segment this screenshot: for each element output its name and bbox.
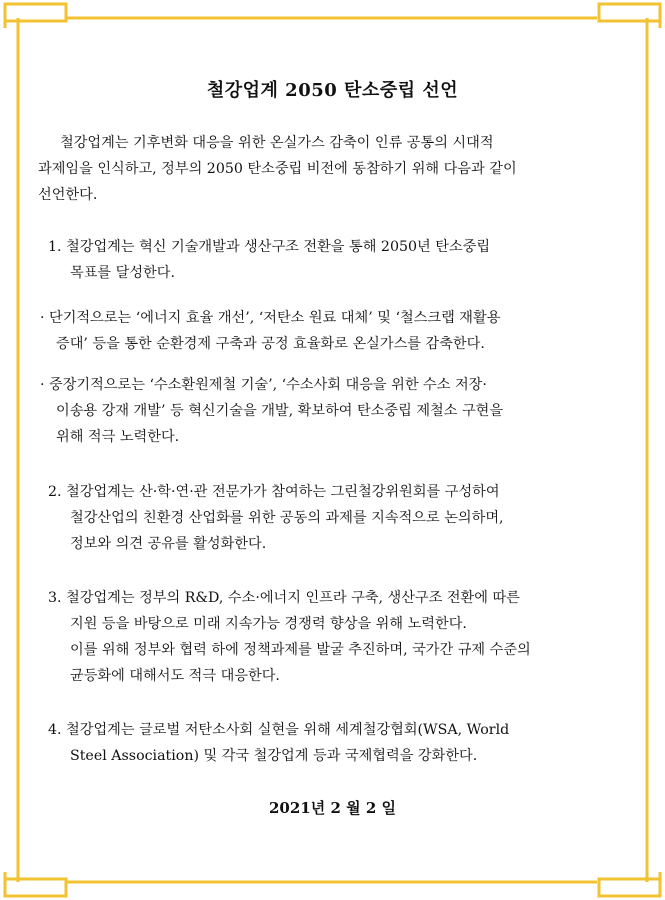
declaration-item-4	[48, 717, 633, 769]
item-line: Steel Association) 및 각국 철강업계 등과 국제협력을 강화한다.	[70, 748, 478, 764]
item-line: 2. 철강업계는 산·학·연·관 전문가가 참여하는 그린철강위원회를 구성하여	[48, 484, 500, 500]
item-line: 균등화에 대해서도 적극 대응한다.	[70, 668, 280, 684]
declaration-item-1	[48, 234, 633, 286]
declaration-item-2	[48, 479, 633, 557]
bullet-line: 이송용 강재 개발’ 등 혁신기술을 개발, 확보하여 탄소중립 제철소 구현을	[56, 403, 504, 419]
item-line: 이를 위해 정부와 협력 하에 정책과제를 발굴 추진하며, 국가간 규제 수준의	[70, 642, 531, 658]
item-line: 철강산업의 친환경 산업화를 위한 공동의 과제를 지속적으로 논의하며,	[70, 510, 504, 526]
intro-line: 선언한다.	[38, 187, 98, 203]
declaration-date: 2021년 2 월 2 일	[269, 799, 396, 817]
document-title: 철강업계 2050 탄소중립 선언	[206, 80, 459, 101]
intro-line: 과제임을 인식하고, 정부의 2050 탄소중립 비전에 동참하기 위해 다음과 같이	[38, 161, 517, 177]
item-line: 정보와 의견 공유를 활성화한다.	[70, 536, 267, 552]
item-1-bullet-long-term	[40, 372, 635, 450]
intro-paragraph	[38, 130, 628, 208]
bullet-line: · 중장기적으로는 ‘수소환원제철 기술’, ‘수소사회 대응을 위한 수소 저장·	[40, 377, 487, 393]
bullet-line: · 단기적으로는 ‘에너지 효율 개선’, ‘저탄소 원료 대체’ 및 ‘철스크랩 재활용	[40, 310, 501, 326]
intro-line: 철강업계는 기후변화 대응을 위한 온실가스 감축이 인류 공통의 시대적	[60, 135, 494, 151]
item-line: 3. 철강업계는 정부의 R&D, 수소·에너지 인프라 구축, 생산구조 전환에 따른	[48, 590, 520, 606]
item-line: 1. 철강업계는 혁신 기술개발과 생산구조 전환을 통해 2050년 탄소중립	[48, 239, 491, 255]
item-line: 목표를 달성한다.	[70, 265, 175, 281]
item-1-bullet-short-term	[40, 305, 635, 357]
bullet-line: 증대’ 등을 통한 순환경제 구축과 공정 효율화로 온실가스를 감축한다.	[56, 336, 485, 352]
declaration-item-3	[48, 585, 633, 689]
item-line: 지원 등을 바탕으로 미래 지속가능 경쟁력 향상을 위해 노력한다.	[70, 616, 467, 632]
bullet-line: 위해 적극 노력한다.	[56, 429, 180, 445]
item-line: 4. 철강업계는 글로벌 저탄소사회 실현을 위해 세계철강협회(WSA, World	[48, 722, 510, 738]
